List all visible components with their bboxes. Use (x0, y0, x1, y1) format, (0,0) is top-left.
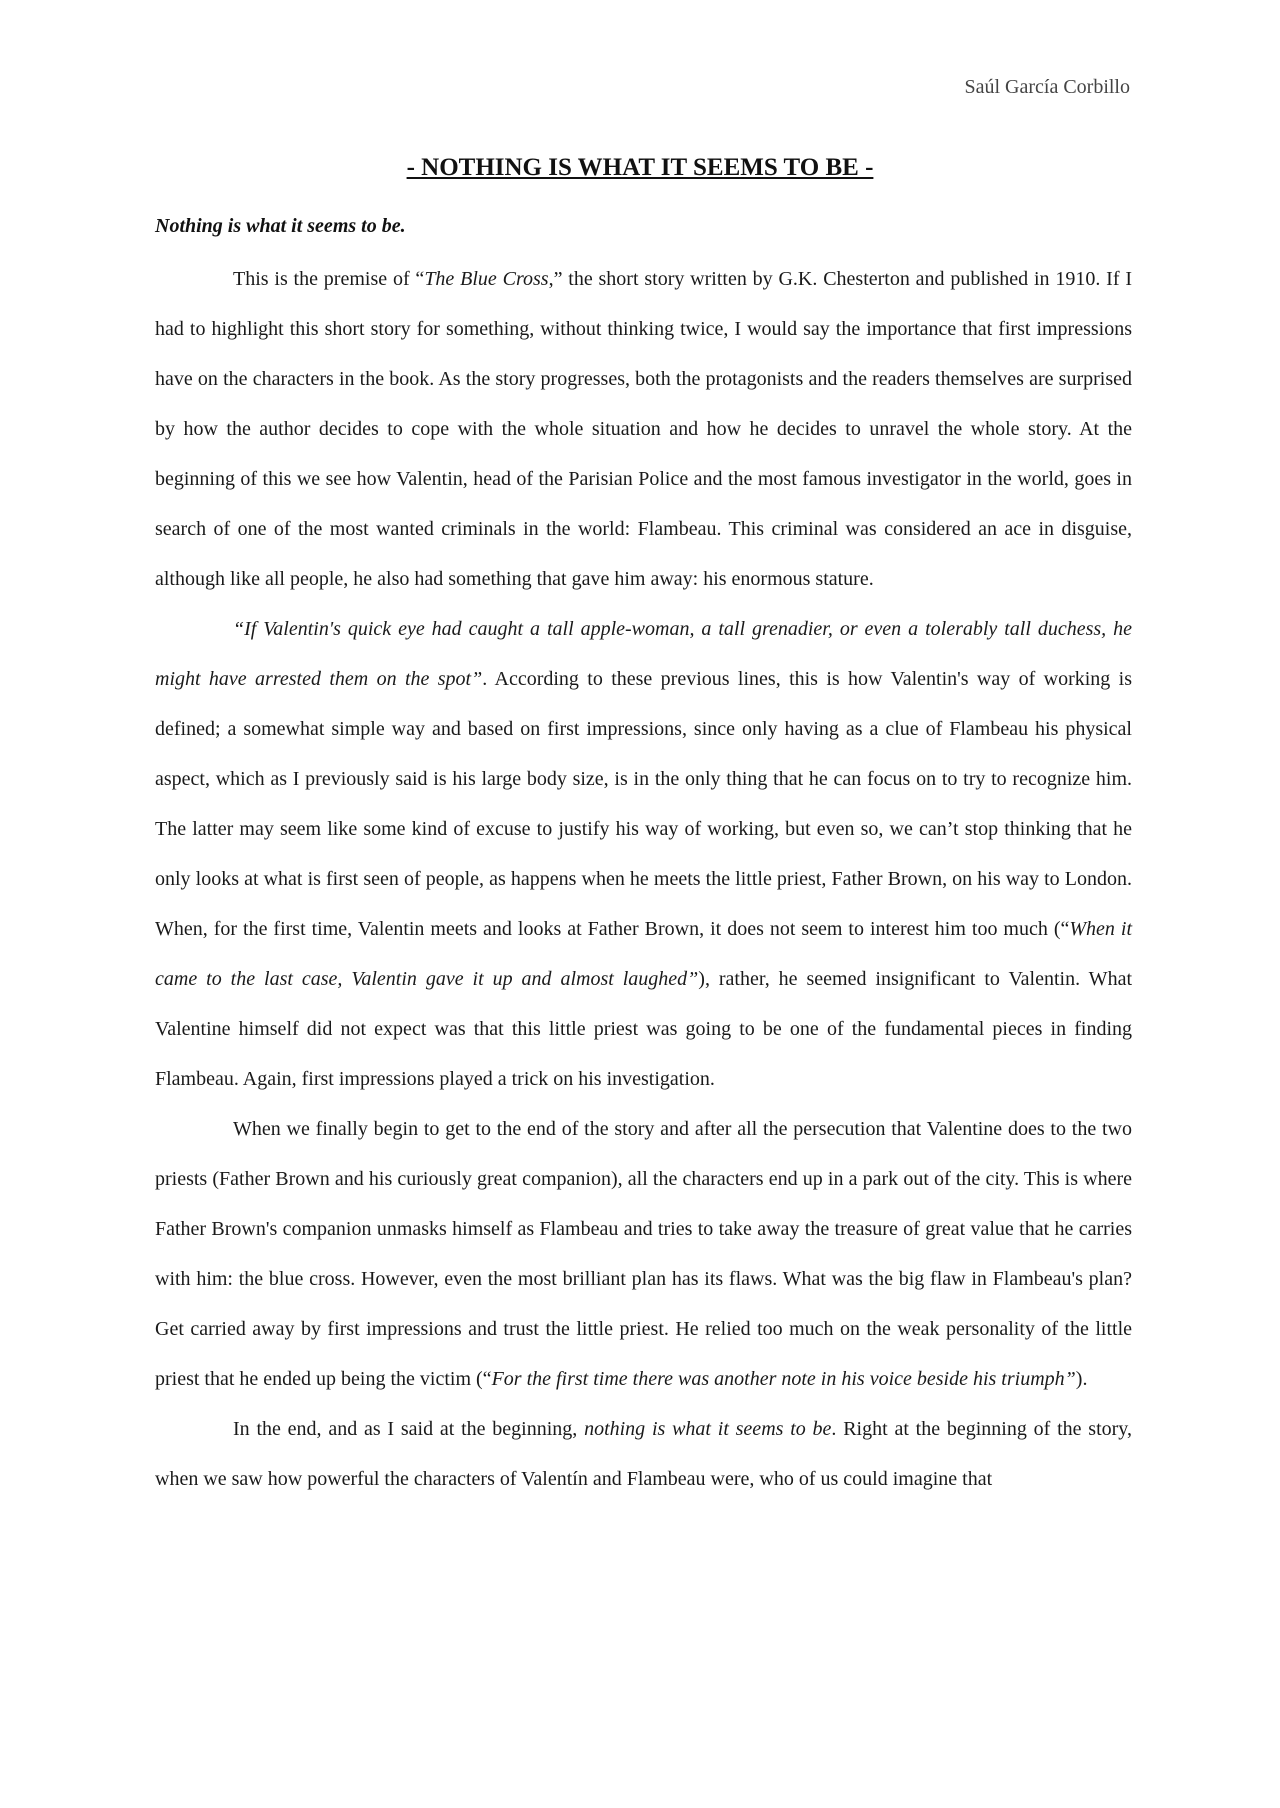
author-name: Saúl García Corbillo (964, 76, 1130, 98)
essay-title: - NOTHING IS WHAT IT SEEMS TO BE - (406, 154, 874, 181)
essay-body (155, 254, 1132, 1504)
paragraph-4 (155, 1404, 1132, 1504)
paragraph-1 (155, 254, 1132, 604)
paragraph-2-quote: “If Valentin's quick eye had caught a tall apple-woman, a tall grenadier, or even a tolerably tall duchess, he might have arrested them on the spot” (155, 618, 1132, 690)
paragraph-3-quote: For the first time there was another note in his voice beside his triumph” (491, 1368, 1076, 1390)
paragraph-2-quote-2: When it came to the last case, Valentin gave it up and almost laughed” (155, 918, 1133, 990)
paragraph-3 (155, 1104, 1132, 1404)
paragraph-2-text-d: ), rather, he seemed insignificant to Valentin. What Valentine himself did not expect was that this little priest was going to be one of the fundamental pieces in finding Flambeau. Again, first impressions played a trick on his investigation. (155, 968, 1132, 1090)
paragraph-1-text-c: ,” the short story written by G.K. Chesterton and published in 1910. If I had to highlight this short story for something, without thinking twice, I would say the importance that first impressions have on the characters in the book. As the story progresses, both the protagonists and the readers themselves are surprised by how the author decides to cope with the whole situation and how he decides to unravel the whole story. At the beginning of this we see how Valentin, head of the Parisian Police and the most famous investigator in the world, goes in search of one of the most wanted criminals in the world: Flambeau. This criminal was considered an ace in disguise, although like all people, he also had something that gave him away: his enormous stature. (155, 268, 1132, 590)
paragraph-2-text-b: . According to these previous lines, this is how Valentin's way of working is defined; a somewhat simple way and based on first impressions, since only having as a clue of Flambeau his physical aspect, which as I previously said is his large body size, is in the only thing that he can focus on to try to recognize him. The latter may seem like some kind of excuse to justify his way of working, but even so, we can’t stop thinking that he only looks at what is first seen of people, as happens when he meets the little priest, Father Brown, on his way to London. When, for the first time, Valentin meets and looks at Father Brown, it does not seem to interest him too much (“ (155, 668, 1132, 940)
story-title-italic: The Blue Cross (424, 268, 549, 290)
paragraph-4-italic: nothing is what it seems to be (584, 1418, 832, 1440)
essay-subtitle: Nothing is what it seems to be. (155, 215, 406, 237)
paragraph-2 (155, 604, 1132, 1104)
paragraph-3-text-c: ). (1075, 1368, 1088, 1390)
paragraph-3-text-a: When we finally begin to get to the end of the story and after all the persecution that Valentine does to the two priests (Father Brown and his curiously great companion), all the characters end up in a park out of the city. This is where Father Brown's companion unmasks himself as Flambeau and tries to take away the treasure of great value that he carries with him: the blue cross. However, even the most brilliant plan has its flaws. What was the big flaw in Flambeau's plan? Get carried away by first impressions and trust the little priest. He relied too much on the weak personality of the little priest that he ended up being the victim (“ (155, 1118, 1132, 1390)
paragraph-4-text-a: In the end, and as I said at the beginning, (233, 1418, 585, 1440)
paragraph-4-text-c: . Right at the beginning of the story, when we saw how powerful the characters of Valentín and Flambeau were, who of us could imagine that (155, 1418, 1132, 1490)
paragraph-1-text-a: This is the premise of “ (233, 268, 425, 290)
